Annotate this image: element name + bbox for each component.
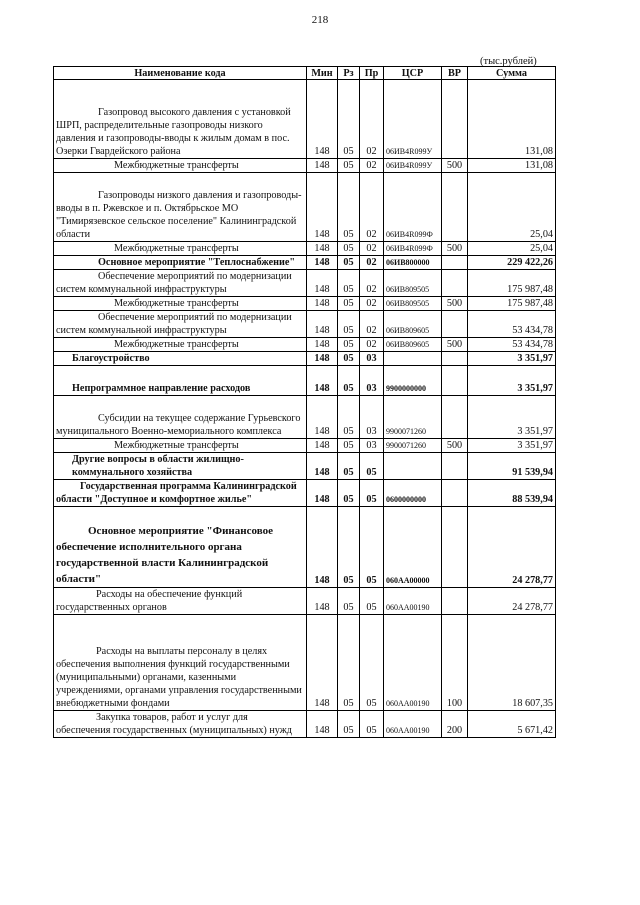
row-name: Межбюджетные трансферты [54, 159, 307, 173]
row-rz: 05 [338, 242, 360, 256]
table-row [54, 256, 556, 270]
row-rz: 05 [338, 338, 360, 352]
row-min: 148 [307, 711, 338, 738]
row-vr [442, 507, 468, 588]
row-min: 148 [307, 453, 338, 480]
row-csr: 06ИВ4R099Ф [384, 242, 442, 256]
header-pr: Пр [360, 67, 384, 80]
row-vr: 500 [442, 159, 468, 173]
header-min: Мин [307, 67, 338, 80]
row-sum: 24 278,77 [468, 588, 556, 615]
row-rz: 05 [338, 311, 360, 338]
table-row [54, 159, 556, 173]
row-sum: 3 351,97 [468, 396, 556, 439]
row-pr: 05 [360, 480, 384, 507]
row-pr: 02 [360, 173, 384, 242]
row-rz: 05 [338, 480, 360, 507]
row-min: 148 [307, 338, 338, 352]
row-sum: 25,04 [468, 173, 556, 242]
row-min: 148 [307, 297, 338, 311]
row-sum: 3 351,97 [468, 366, 556, 396]
row-csr: 060АА00000 [384, 507, 442, 588]
row-rz: 05 [338, 507, 360, 588]
row-pr: 02 [360, 338, 384, 352]
row-rz: 05 [338, 270, 360, 297]
row-name: Субсидии на текущее содержание Гурьевского муниципального Военно-мемориального комплекса [54, 396, 307, 439]
page-number: 218 [311, 14, 329, 26]
table-row [54, 311, 556, 338]
row-min: 148 [307, 396, 338, 439]
row-name: Расходы на обеспечение функций государственных органов [54, 588, 307, 615]
row-csr: 06ИВ4R099Ф [384, 173, 442, 242]
row-csr [384, 453, 442, 480]
row-name: Основное мероприятие "Финансовое обеспечение исполнительного органа государственной власти Калининградской области" [54, 507, 307, 588]
row-min: 148 [307, 480, 338, 507]
row-vr [442, 366, 468, 396]
row-sum: 131,08 [468, 80, 556, 159]
row-name: Непрограммное направление расходов [54, 366, 307, 396]
header-vr: ВР [442, 67, 468, 80]
row-vr: 500 [442, 439, 468, 453]
header-row [54, 67, 556, 80]
row-vr: 500 [442, 338, 468, 352]
row-name: Межбюджетные трансферты [54, 242, 307, 256]
table-row [54, 711, 556, 738]
table-row [54, 173, 556, 242]
table-row [54, 453, 556, 480]
header-rz: Рз [338, 67, 360, 80]
row-pr: 05 [360, 507, 384, 588]
row-sum: 175 987,48 [468, 297, 556, 311]
row-vr [442, 396, 468, 439]
row-vr: 200 [442, 711, 468, 738]
row-min: 148 [307, 352, 338, 366]
row-pr: 02 [360, 242, 384, 256]
row-pr: 03 [360, 439, 384, 453]
table-row [54, 352, 556, 366]
table-row [54, 297, 556, 311]
row-csr [384, 352, 442, 366]
row-sum: 3 351,97 [468, 439, 556, 453]
row-sum: 18 607,35 [468, 615, 556, 711]
row-rz: 05 [338, 615, 360, 711]
row-csr: 060АА00190 [384, 711, 442, 738]
row-name: Другие вопросы в области жилищно-коммунального хозяйства [54, 453, 307, 480]
row-pr: 05 [360, 588, 384, 615]
row-name: Обеспечение мероприятий по модернизации систем коммунальной инфраструктуры [54, 270, 307, 297]
row-rz: 05 [338, 439, 360, 453]
row-vr [442, 256, 468, 270]
row-csr: 060АА00190 [384, 615, 442, 711]
row-rz: 05 [338, 256, 360, 270]
row-csr: 06ИВ809605 [384, 311, 442, 338]
row-min: 148 [307, 588, 338, 615]
row-min: 148 [307, 242, 338, 256]
row-sum: 229 422,26 [468, 256, 556, 270]
row-pr: 03 [360, 352, 384, 366]
row-name: Закупка товаров, работ и услуг для обеспечения государственных (муниципальных) нужд [54, 711, 307, 738]
header-name: Наименование кода [54, 67, 307, 80]
row-name: Обеспечение мероприятий по модернизации систем коммунальной инфраструктуры [54, 311, 307, 338]
table-row [54, 588, 556, 615]
row-vr [442, 352, 468, 366]
table-row [54, 615, 556, 711]
row-csr: 06ИВ800000 [384, 256, 442, 270]
table-row [54, 507, 556, 588]
row-csr: 9900071260 [384, 396, 442, 439]
row-min: 148 [307, 270, 338, 297]
row-pr: 05 [360, 453, 384, 480]
table-row [54, 338, 556, 352]
row-vr: 100 [442, 615, 468, 711]
row-min: 148 [307, 80, 338, 159]
row-pr: 02 [360, 159, 384, 173]
row-vr [442, 270, 468, 297]
table-row [54, 480, 556, 507]
row-pr: 02 [360, 297, 384, 311]
header-sum: Сумма [468, 67, 556, 80]
row-vr [442, 588, 468, 615]
row-rz: 05 [338, 366, 360, 396]
row-vr: 500 [442, 242, 468, 256]
row-sum: 131,08 [468, 159, 556, 173]
row-csr: 06ИВ4R099У [384, 80, 442, 159]
row-min: 148 [307, 615, 338, 711]
row-pr: 03 [360, 366, 384, 396]
row-name: Газопроводы низкого давления и газопроводы-вводы в п. Ржевское и п. Октябрьское МО "Тимирязевское сельское поселение" Калининградской области [54, 173, 307, 242]
row-csr: 06ИВ4R099У [384, 159, 442, 173]
row-csr: 06ИВ809505 [384, 297, 442, 311]
row-sum: 25,04 [468, 242, 556, 256]
row-name: Государственная программа Калининградской области "Доступное и комфортное жилье" [54, 480, 307, 507]
row-name: Межбюджетные трансферты [54, 338, 307, 352]
table-row [54, 396, 556, 439]
units-label: (тыс.рублей) [480, 56, 537, 67]
row-rz: 05 [338, 588, 360, 615]
row-pr: 03 [360, 396, 384, 439]
row-name: Благоустройство [54, 352, 307, 366]
row-name: Межбюджетные трансферты [54, 297, 307, 311]
header-csr: ЦСР [384, 67, 442, 80]
table-row [54, 439, 556, 453]
row-rz: 05 [338, 711, 360, 738]
row-min: 148 [307, 159, 338, 173]
row-sum: 88 539,94 [468, 480, 556, 507]
row-pr: 02 [360, 80, 384, 159]
table-row [54, 270, 556, 297]
row-sum: 175 987,48 [468, 270, 556, 297]
row-rz: 05 [338, 453, 360, 480]
row-name: Межбюджетные трансферты [54, 439, 307, 453]
row-vr [442, 80, 468, 159]
row-sum: 91 539,94 [468, 453, 556, 480]
row-sum: 5 671,42 [468, 711, 556, 738]
row-pr: 05 [360, 615, 384, 711]
row-vr [442, 480, 468, 507]
row-sum: 53 434,78 [468, 338, 556, 352]
row-rz: 05 [338, 396, 360, 439]
table-row [54, 242, 556, 256]
row-min: 148 [307, 439, 338, 453]
row-sum: 53 434,78 [468, 311, 556, 338]
row-pr: 02 [360, 256, 384, 270]
row-sum: 3 351,97 [468, 352, 556, 366]
row-csr: 9900071260 [384, 439, 442, 453]
row-min: 148 [307, 507, 338, 588]
row-rz: 05 [338, 173, 360, 242]
row-vr [442, 173, 468, 242]
row-pr: 02 [360, 311, 384, 338]
table-row [54, 366, 556, 396]
row-sum: 24 278,77 [468, 507, 556, 588]
row-csr: 9900000000 [384, 366, 442, 396]
row-min: 148 [307, 311, 338, 338]
row-name: Газопровод высокого давления с установкой ШРП, распределительные газопроводы низкого давления и газопроводы-вводы к жилым домам в пос. Озерки Гвардейского района [54, 80, 307, 159]
row-min: 148 [307, 366, 338, 396]
row-min: 148 [307, 173, 338, 242]
row-vr [442, 453, 468, 480]
row-rz: 05 [338, 159, 360, 173]
row-name: Расходы на выплаты персоналу в целях обеспечения выполнения функций государственными (муниципальными) органами, казенными учреждениями, органами управления государственными внебюджетными фондами [54, 615, 307, 711]
row-csr: 060АА00190 [384, 588, 442, 615]
row-rz: 05 [338, 80, 360, 159]
row-min: 148 [307, 256, 338, 270]
row-vr [442, 311, 468, 338]
row-pr: 05 [360, 711, 384, 738]
row-rz: 05 [338, 352, 360, 366]
table-row [54, 80, 556, 159]
budget-table [53, 66, 556, 738]
row-name: Основное мероприятие "Теплоснабжение" [54, 256, 307, 270]
row-pr: 02 [360, 270, 384, 297]
row-csr: 0600000000 [384, 480, 442, 507]
row-csr: 06ИВ809505 [384, 270, 442, 297]
row-rz: 05 [338, 297, 360, 311]
row-vr: 500 [442, 297, 468, 311]
row-csr: 06ИВ809605 [384, 338, 442, 352]
